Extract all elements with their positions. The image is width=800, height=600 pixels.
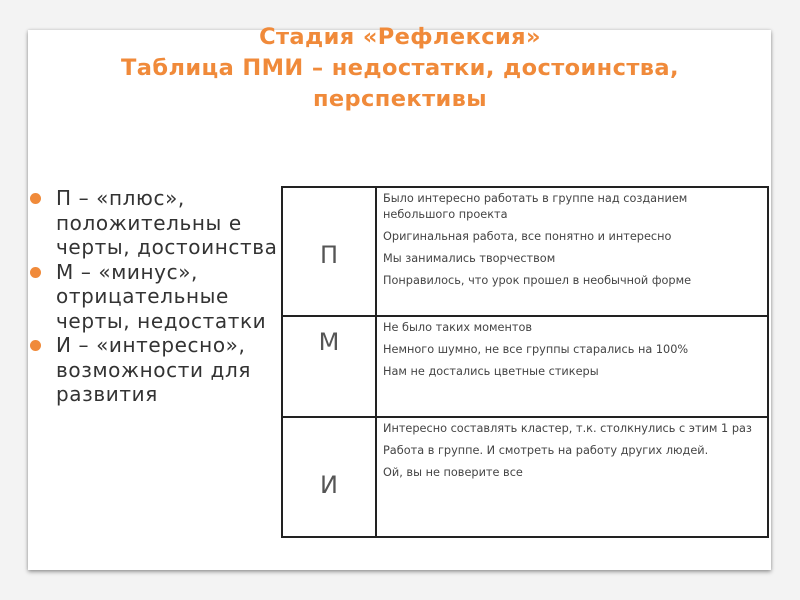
list-item: Интересно составлять кластер, т.к. столкнулись с этим 1 раз xyxy=(383,422,752,435)
row-letter xyxy=(282,417,376,537)
bullet-item-minus xyxy=(30,260,278,334)
list-item: Немного шумно, не все группы старались на 100% xyxy=(383,343,689,356)
pmi-table xyxy=(281,186,769,538)
bullet-dot-icon xyxy=(30,267,41,278)
slide-title xyxy=(0,22,800,115)
list-item: Работа в группе. И смотреть на работу других людей. xyxy=(383,444,709,457)
title-line-3: перспективы xyxy=(312,86,488,112)
title-line-1: Стадия «Рефлексия» xyxy=(259,24,541,50)
list-item: Понравилось, что урок прошел в необычной форме xyxy=(383,274,692,287)
bullet-dot-icon xyxy=(30,340,41,351)
bullet-item-plus xyxy=(30,186,278,260)
bullet-text: И – «интересно», возможности для развития xyxy=(56,333,251,406)
row-items xyxy=(376,417,768,537)
row-letter-text: И xyxy=(320,471,338,499)
bullet-text: П – «плюс», положительны е черты, достоинства xyxy=(56,186,278,259)
title-line-2: Таблица ПМИ – недостатки, достоинства, xyxy=(121,55,679,81)
table-row-minus xyxy=(282,316,768,417)
row-items xyxy=(376,316,768,417)
row-items xyxy=(376,187,768,316)
bullet-list xyxy=(30,186,278,407)
table-row-interesting xyxy=(282,417,768,537)
table-row-plus xyxy=(282,187,768,316)
row-letter-text: П xyxy=(319,241,339,269)
list-item: Было интересно работать в группе над созданием небольшого проекта xyxy=(383,192,688,221)
bullet-dot-icon xyxy=(30,193,41,204)
row-letter xyxy=(282,316,376,417)
list-item: Нам не достались цветные стикеры xyxy=(383,365,599,378)
list-item: Мы занимались творчеством xyxy=(383,252,556,265)
list-item: Ой, вы не поверите все xyxy=(383,466,523,479)
bullet-item-interesting xyxy=(30,333,278,407)
list-item: Оригинальная работа, все понятно и интересно xyxy=(383,230,672,243)
list-item: Не было таких моментов xyxy=(383,321,533,334)
bullet-text: М – «минус», отрицательные черты, недостатки xyxy=(56,259,267,333)
row-letter-text: М xyxy=(318,328,340,356)
row-letter xyxy=(282,187,376,316)
